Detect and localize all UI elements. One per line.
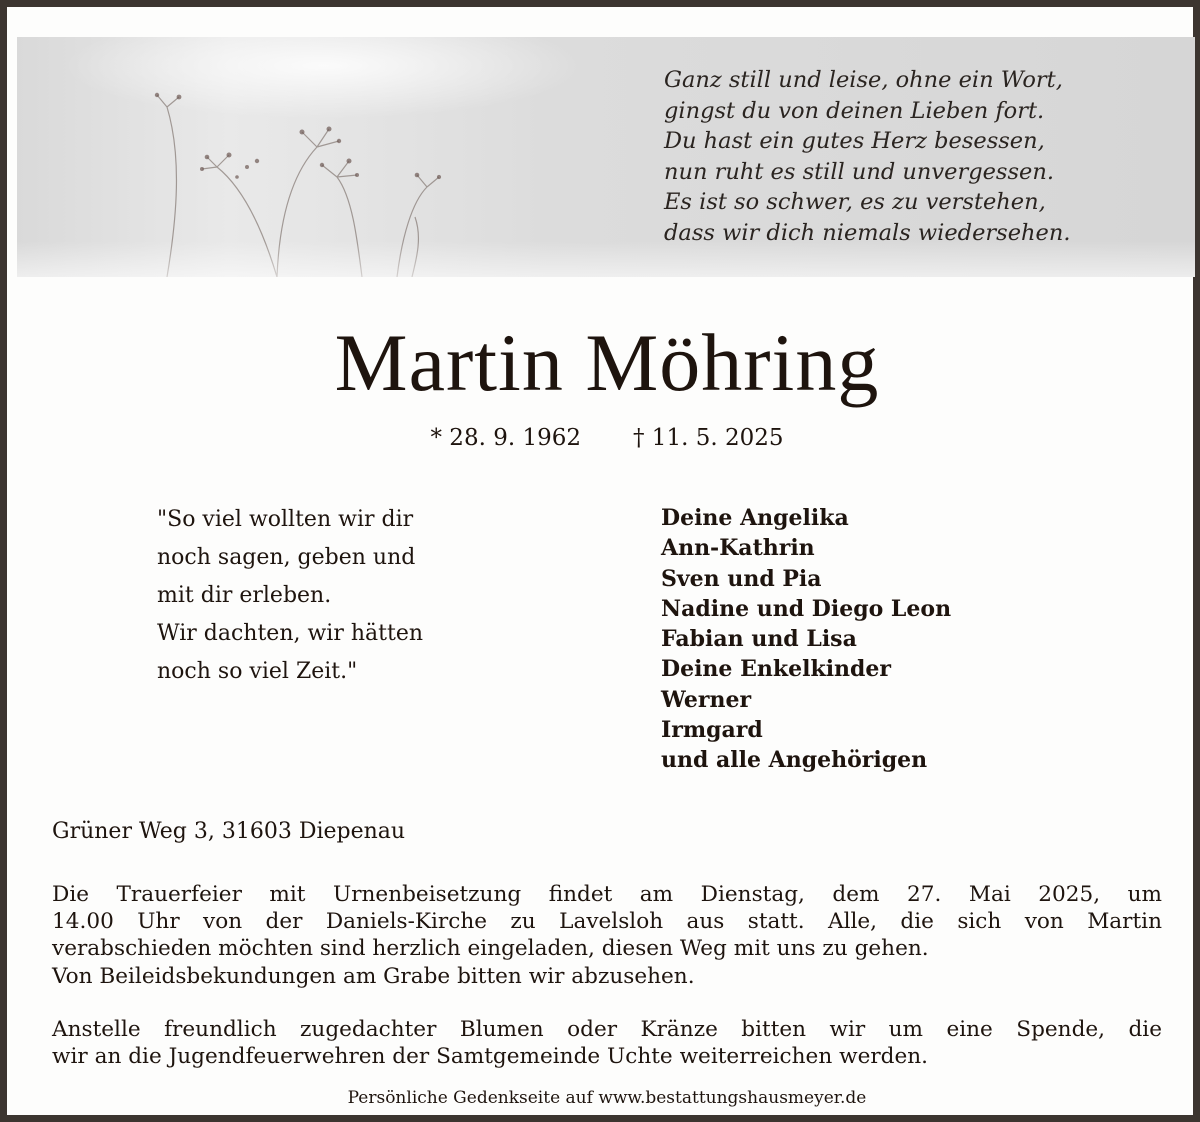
birth-date: * 28. 9. 1962 (430, 425, 581, 451)
quote-line: mit dir erleben. (157, 583, 332, 608)
mourner: Fabian und Lisa (661, 626, 857, 653)
mourner: Irmgard (661, 717, 763, 744)
notice-line: 14.00 Uhr von der Daniels-Kirche zu Lavelsloh aus statt. Alle, die sich von Martin (52, 909, 1162, 935)
poem-line: gingst du von deinen Lieben fort. (664, 97, 1045, 124)
notice-line: Die Trauerfeier mit Urnenbeisetzung findet am Dienstag, dem 27. Mai 2025, um (52, 882, 1162, 907)
quote-line: Wir dachten, wir hätten (157, 621, 424, 646)
life-dates (7, 425, 1200, 451)
poem-line: nun ruht es still und unvergessen. (664, 158, 1054, 185)
address: Grüner Weg 3, 31603 Diepenau (52, 819, 406, 844)
notice-line: Anstelle freundlich zugedachter Blumen oder Kränze bitten wir um eine Spende, die (52, 1017, 1162, 1042)
poem (664, 65, 1174, 248)
farewell-quote (157, 501, 423, 691)
memorial-page-link[interactable]: Persönliche Gedenkseite auf www.bestattungshausmeyer.de (347, 1088, 867, 1108)
poem-line: Ganz still und leise, ohne ein Wort, (664, 67, 1063, 93)
quote-line: noch sagen, geben und (157, 545, 416, 570)
funeral-notice (52, 881, 1162, 990)
mourner: Sven und Pia (661, 565, 822, 592)
quote-line: "So viel wollten wir dir (157, 507, 414, 532)
poem-line: dass wir dich niemals wiedersehen. (664, 219, 1071, 246)
donation-notice (52, 1016, 1162, 1070)
mourner: Werner (661, 686, 752, 713)
mourner: Ann-Kathrin (661, 535, 815, 562)
poem-line: Du hast ein gutes Herz besessen, (664, 128, 1045, 154)
mourner: Nadine und Diego Leon (661, 595, 952, 622)
mourner: und alle Angehörigen (661, 747, 928, 774)
deceased-name: Martin Möhring (334, 317, 880, 408)
header-banner (17, 37, 1195, 277)
quote-line: noch so viel Zeit." (157, 659, 358, 684)
notice-line: Von Beileidsbekundungen am Grabe bitten wir abzusehen. (52, 963, 695, 989)
mourner: Deine Enkelkinder (661, 656, 892, 683)
notice-line: wir an die Jugendfeuerwehren der Samtgemeinde Uchte weiterreichen werden. (52, 1044, 929, 1070)
mourner: Deine Angelika (661, 505, 849, 531)
poem-line: Es ist so schwer, es zu verstehen, (664, 189, 1046, 215)
death-date: † 11. 5. 2025 (633, 425, 784, 451)
notice-line: verabschieden möchten sind herzlich eingeladen, diesen Weg mit uns zu gehen. (52, 936, 929, 962)
mourners-list (661, 503, 951, 776)
